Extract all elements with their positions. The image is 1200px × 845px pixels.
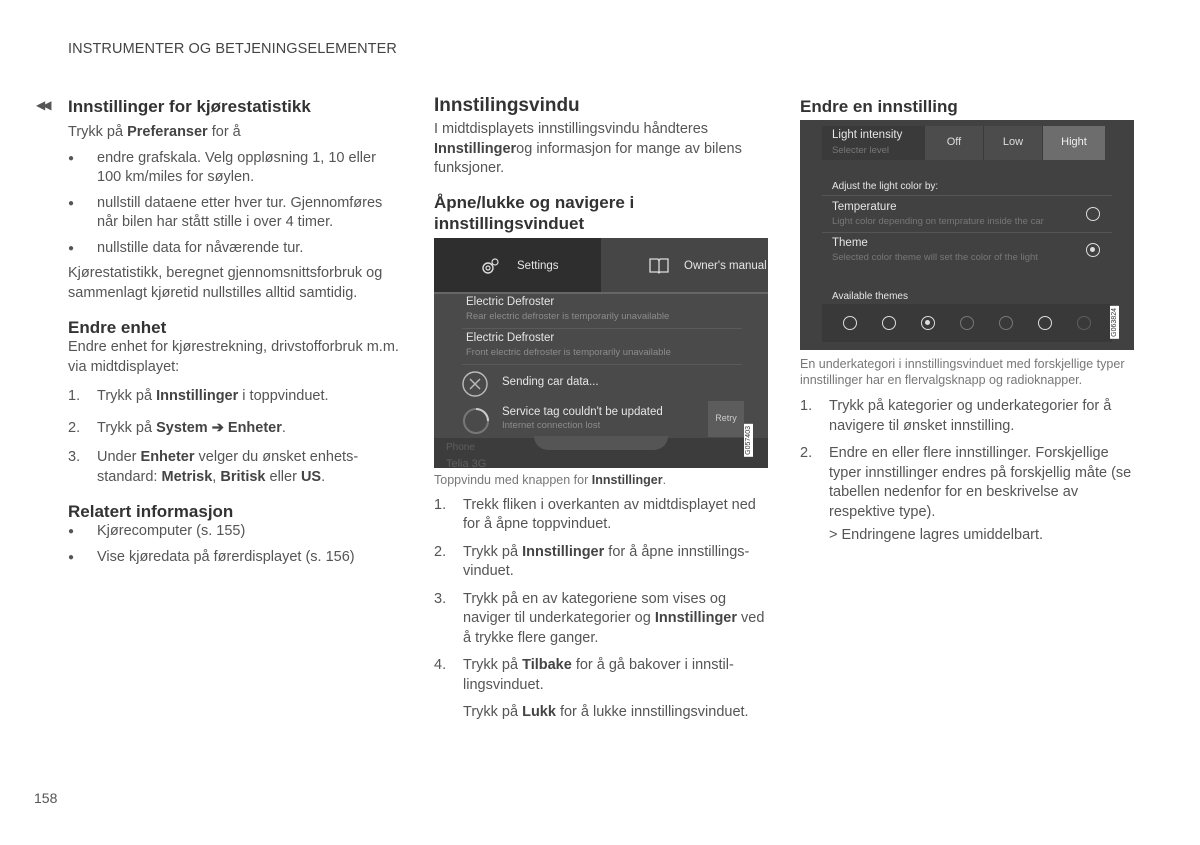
list-item: 1. Trekk fliken i overkanten av midtdisplayet ned for å åpne toppvinduet. — [434, 496, 756, 532]
notification-title: Electric Defroster — [466, 331, 555, 344]
setting-title: Light intensity — [832, 129, 903, 141]
section-title: Innstilingsvindu — [434, 95, 580, 116]
numbered-list — [434, 496, 768, 696]
tab-manual-label: Owner's manual — [684, 259, 767, 272]
list-item: 2. Trykk på Innstillinger for å åpne innstillings-vinduet. — [434, 543, 750, 579]
related-link[interactable]: ● Vise kjøredata på førerdisplayet (s. 156) — [68, 548, 403, 568]
section-title: Endre en innstilling — [800, 97, 958, 116]
theme-option-radio[interactable] — [1038, 316, 1052, 330]
page-number: 158 — [34, 790, 58, 806]
setting-title: Theme — [832, 237, 868, 249]
option-off-button[interactable]: Off — [925, 126, 983, 160]
theme-option-radio[interactable] — [843, 316, 857, 330]
status-text: Sending car data... — [502, 375, 599, 388]
subsection-title: Åpne/lukke og navigere i innstillingsvinduet — [434, 192, 635, 233]
arrow-right-icon: ➔ — [211, 419, 224, 436]
theme-option-radio[interactable] — [1077, 316, 1091, 330]
list-item: ● nullstille data for nåværende tur. — [68, 239, 403, 259]
list-item: 4. Trykk på Tilbake for å gå bakover i innstil-lingsvinduet. — [434, 657, 734, 693]
theme-option-radio[interactable] — [960, 316, 974, 330]
tab-settings-label: Settings — [517, 259, 559, 272]
status-subtitle: Internet connection lost — [502, 419, 601, 431]
setting-title: Temperature — [832, 201, 897, 213]
theme-option-radio[interactable] — [999, 316, 1013, 330]
light-settings-screen-image — [800, 120, 1134, 350]
intro-paragraph: I midtdisplayets innstillingsvindu håndteres Innstillingerog informasjon for mange av bilens funksjoner. — [434, 121, 742, 176]
notification-title: Electric Defroster — [466, 295, 555, 308]
column-2 — [434, 94, 768, 723]
setting-subtitle: Selecter level — [832, 145, 890, 156]
figure-reference: G057403 — [745, 425, 752, 455]
setting-subtitle: Selected color theme will set the color of the light — [832, 252, 1038, 263]
list-item: 2. Endre en eller flere innstillinger. Forskjellige typer innstillinger endres på forskjellig måte (se tabellen nedenfor for en beskrivelse av respektive type). — [800, 445, 1132, 520]
related-link[interactable]: ● Kjørecomputer (s. 155) — [68, 522, 403, 542]
temperature-radio[interactable] — [1086, 207, 1100, 221]
paragraph: Kjørestatistikk, beregnet gjennomsnittsforbruk og sammenlagt kjøretid nullstilles alltid samtidig. — [68, 265, 383, 301]
result-line: > Endringene lagres umiddelbart. — [829, 527, 1044, 543]
subsection-title: Endre enhet — [68, 318, 167, 337]
column-1 — [68, 96, 403, 567]
theme-option-radio[interactable] — [882, 316, 896, 330]
figure-caption: Toppvindu med knappen for Innstillinger. — [434, 472, 667, 487]
running-header: INSTRUMENTER OG BETJENINGSELEMENTER — [68, 41, 397, 57]
list-item: 3. Trykk på en av kategoriene som vises og naviger til underkategorier og Innstillinger ved å trykke flere ganger. — [434, 590, 765, 646]
section-title: Innstillinger for kjørestatistikk — [68, 97, 311, 116]
progress-spinner-icon — [461, 406, 491, 436]
gear-icon — [480, 257, 500, 277]
related-list — [68, 522, 403, 567]
notification-subtitle: Rear electric defroster is temporarily unavailable — [466, 310, 670, 322]
theme-radio[interactable] — [1086, 243, 1100, 257]
notification-subtitle: Front electric defroster is temporarily unavailable — [466, 346, 671, 358]
option-low-button[interactable]: Low — [984, 126, 1042, 160]
figure-reference: G063824 — [1111, 308, 1118, 337]
list-item: 2. Trykk på System ➔ Enheter. — [68, 419, 286, 436]
figure-caption: En underkategori i innstillingsvinduet med forskjellige typer innstillinger har en flervalgsknapp og radioknapper. — [800, 357, 1125, 387]
book-icon — [649, 257, 669, 274]
list-item: 1. Trykk på Innstillinger i toppvinduet. — [68, 388, 329, 404]
paragraph: Endre enhet for kjørestrekning, drivstofforbruk m.m. via midtdisplayet: — [68, 339, 399, 375]
cancel-circle-icon[interactable] — [461, 370, 489, 398]
intro-paragraph: Trykk på Preferanser for å — [68, 124, 241, 140]
status-text: Service tag couldn't be updated — [502, 405, 663, 418]
double-chevron-left-icon: ◀◀ — [36, 98, 49, 112]
subsection-title: Relatert informasjon — [68, 502, 234, 521]
list-item: 3. Under Enheter velger du ønsket enhets-standard: Metrisk, Britisk eller US. — [68, 449, 359, 485]
numbered-list — [800, 397, 1134, 522]
bullet-list — [68, 149, 403, 259]
numbered-list — [68, 387, 403, 487]
column-3 — [800, 96, 1134, 546]
setting-subtitle: Light color depending on temprature inside the car — [832, 216, 1044, 227]
settings-screen-image: Settings Owner's manual Electric Defroster Rear electric defroster is temporarily unavailable Electric Defroster Front electric defroster is temporarily unavailable Sending car data... Service tag couldn't be updated Internet connection lost Retry Phone Telia 3G G057403 — [434, 238, 768, 468]
theme-option-radio[interactable] — [921, 316, 935, 330]
list-item: ● nullstill dataene etter hver tur. Gjennomføres når bilen har stått stille i over 4 timer. — [68, 194, 403, 233]
retry-button[interactable]: Retry — [708, 401, 744, 437]
group-label: Available themes — [832, 291, 908, 302]
option-high-button[interactable]: Hight — [1043, 126, 1105, 160]
paragraph: Trykk på Lukk for å lukke innstillingsvinduet. — [463, 704, 749, 720]
pull-tab-handle[interactable] — [534, 436, 668, 450]
list-item: ● endre grafskala. Velg oppløsning 1, 10 eller 100 km/miles for søylen. — [68, 149, 403, 188]
group-label: Adjust the light color by: — [832, 181, 939, 192]
list-item: 1. Trykk på kategorier og underkategorier for å navigere til ønsket innstilling. — [800, 398, 1112, 434]
